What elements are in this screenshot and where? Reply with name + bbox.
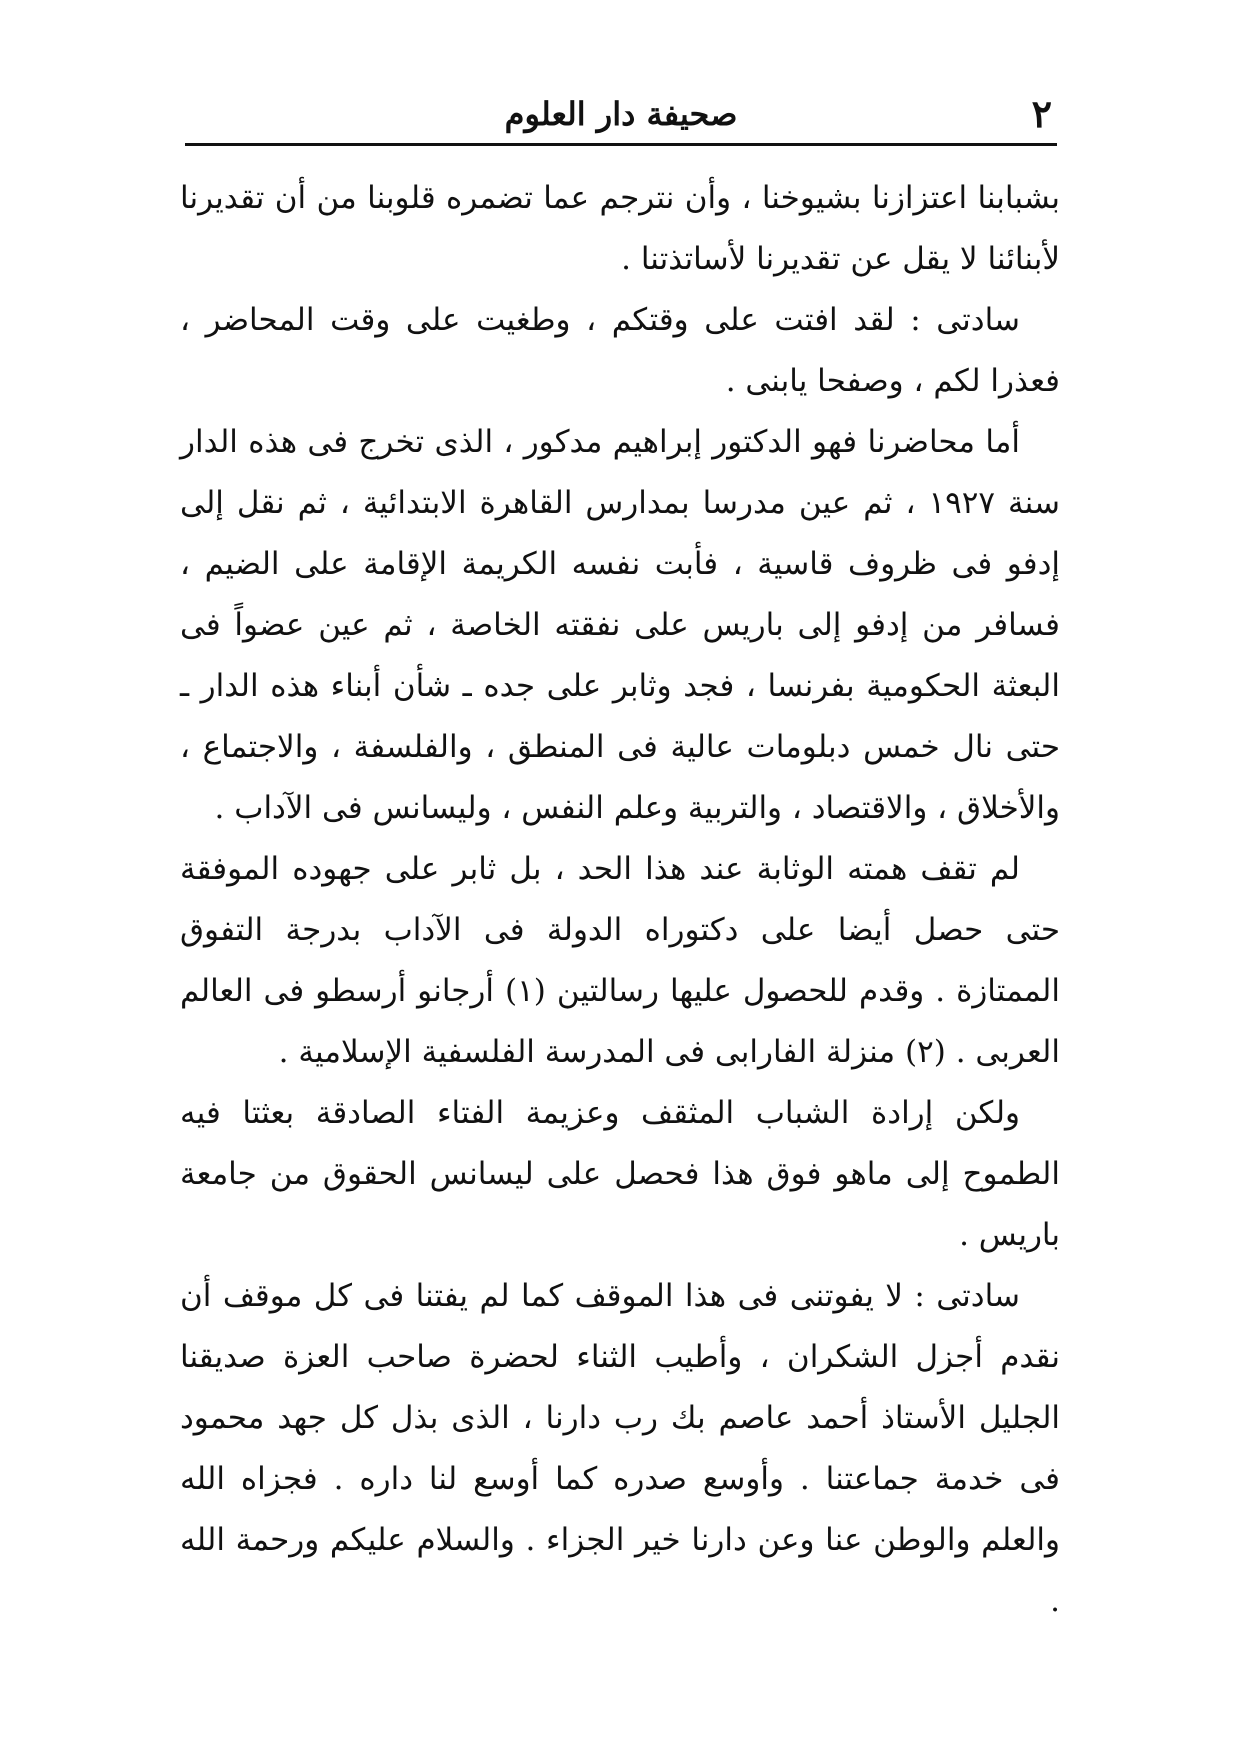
page-header	[190, 82, 1052, 142]
body-text	[180, 168, 1060, 1632]
paragraph: أما محاضرنا فهو الدكتور إبراهيم مدكور ، الذى تخرج فى هذه الدار سنة ١٩٢٧ ، ثم عين مدرسا بمدارس القاهرة الابتدائية ، ثم نقل إلى إدفو فى ظروف قاسية ، فأبت نفسه الكريمة الإقامة على الضيم ، فسافر من إدفو إلى باريس على نفقته الخاصة ، ثم عين عضواً فى البعثة الحكومية بفرنسا ، فجد وثابر على جده ـ شأن أبناء هذه الدار ـ حتى نال خمس دبلومات عالية فى المنطق ، والفلسفة ، والاجتماع ، والأخلاق ، والاقتصاد ، والتربية وعلم النفس ، وليسانس فى الآداب .	[180, 424, 1060, 826]
page-number: ٢	[1031, 91, 1052, 136]
paragraph: سادتى : لقد افتت على وقتكم ، وطغيت على وقت المحاضر ، فعذرا لكم ، وصفحا يابنى .	[180, 302, 1060, 399]
header-rule	[185, 143, 1057, 146]
paragraph: بشبابنا اعتزازنا بشيوخنا ، وأن نترجم عما تضمره قلوبنا من أن تقديرنا لأبنائنا لا يقل عن تقديرنا لأساتذتنا .	[180, 180, 1060, 277]
running-title: صحيفة دار العلوم	[504, 95, 738, 133]
paragraph: ولكن إرادة الشباب المثقف وعزيمة الفتاء الصادقة بعثتا فيه الطموح إلى ماهو فوق هذا فحصل على ليسانس الحقوق من جامعة باريس .	[180, 1095, 1060, 1253]
paragraph: سادتى : لا يفوتنى فى هذا الموقف كما لم يفتنا فى كل موقف أن نقدم أجزل الشكران ، وأطيب الثناء لحضرة صاحب العزة صديقنا الجليل الأستاذ أحمد عاصم بك رب دارنا ، الذى بذل كل جهد محمود فى خدمة جماعتنا . وأوسع صدره كما أوسع لنا داره . فجزاه الله والعلم والوطن عنا وعن دارنا خير الجزاء . والسلام عليكم ورحمة الله .	[180, 1278, 1060, 1619]
paragraph: لم تقف همته الوثابة عند هذا الحد ، بل ثابر على جهوده الموفقة حتى حصل أيضا على دكتوراه الدولة فى الآداب بدرجة التفوق الممتازة . وقدم للحصول عليها رسالتين (١) أرجانو أرسطو فى العالم العربى . (٢) منزلة الفارابى فى المدرسة الفلسفية الإسلامية .	[180, 851, 1060, 1070]
